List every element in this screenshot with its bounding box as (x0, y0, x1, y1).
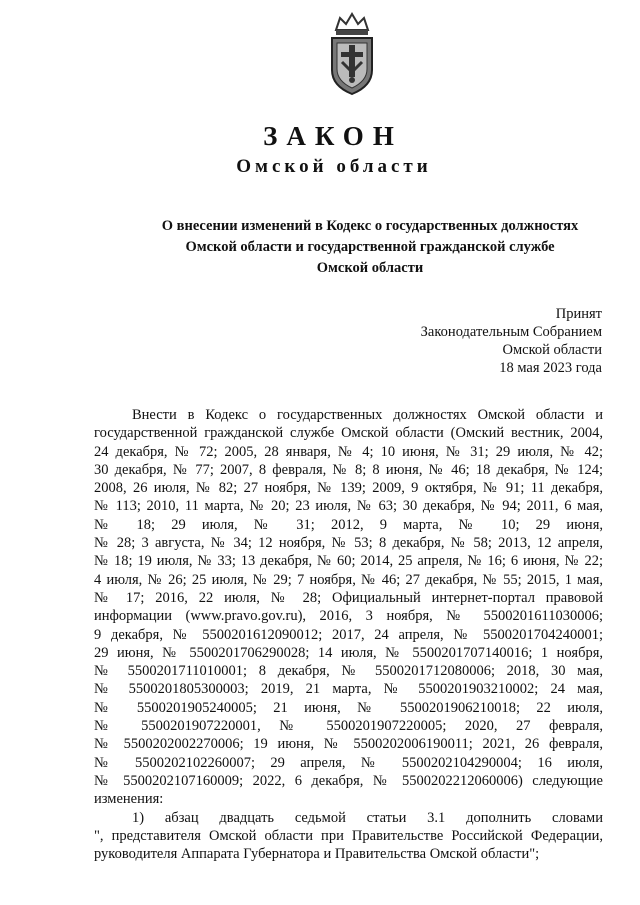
body-line: № 5500201905240005; 21 июня, № 5500201906210018; 22 июля, (94, 699, 603, 716)
subject-line: О внесении изменений в Кодекс о государственных должностях (161, 218, 579, 234)
body-line: 2008, 26 июля, № 82; 27 ноября, № 139; 2009, 9 октября, № 91; 11 декабря, (94, 480, 603, 497)
body-line: государственной гражданской службе Омской области (Омский вестник, 2004, (94, 425, 603, 442)
body-line: № 5500202102260007; 29 апреля, № 5500202104290004; 16 июля, (94, 754, 603, 771)
body-line: Внести в Кодекс о государственных должностях Омской области и (132, 407, 603, 423)
amendment-line: ", представителя Омской области при Правительстве Российской Федерации, (94, 827, 603, 844)
body-line: 24 декабря, № 72; 2005, 28 января, № 4; 10 июня, № 31; 29 июля, № 42; (94, 443, 603, 460)
body-line: № 5500201907220001, № 5500201907220005; 2020, 27 февраля, (94, 718, 603, 735)
adoption-date: 18 мая 2023 года (499, 360, 602, 376)
body-line: № 5500201711010001; 8 декабря, № 5500201712080006; 2018, 30 мая, (94, 663, 603, 680)
amendment-line: руководителя Аппарата Губернатора и Правительства Омской области"; (94, 846, 540, 863)
law-body (94, 406, 603, 863)
body-line: № 28; 3 августа, № 34; 12 ноября, № 53; 8 декабря, № 58; 2013, 12 апреля, (94, 535, 603, 552)
document-region: Омской области (236, 156, 432, 177)
body-line: информации (www.pravo.gov.ru), 2016, 3 ноября, № 5500201611030006; (94, 608, 603, 625)
body-line: 4 июля, № 26; 25 июля, № 29; 7 ноября, № 46; 27 декабря, № 55; 2015, 1 мая, (94, 571, 603, 588)
body-line: № 18; 29 июля, № 31; 2012, 9 марта, № 10; 29 июня, (94, 516, 603, 533)
adoption-block (421, 305, 602, 377)
omsk-coat-of-arms-icon (326, 12, 378, 98)
body-line: № 5500202107160009; 2022, 6 декабря, № 5500202212060006) следующие (94, 772, 603, 789)
adoption-line: Принят (555, 306, 602, 322)
adoption-line: Омской области (502, 342, 602, 358)
document-title: ЗАКОН (263, 121, 403, 151)
law-subject (90, 216, 640, 279)
body-line: № 17; 2016, 22 июля, № 28; Официальный интернет-портал правовой (94, 589, 603, 606)
subject-line: Омской области (316, 260, 424, 276)
body-line: изменения: (94, 791, 164, 808)
body-line: 29 июня, № 5500201706290028; 14 июля, № 5500201707140016; 1 ноября, (94, 644, 603, 661)
body-line: № 5500202002270006; 19 июня, № 5500202006190011; 2021, 26 февраля, (94, 736, 603, 753)
adoption-line: Законодательным Собранием (420, 324, 602, 340)
amendment-line: 1) абзац двадцать седьмой статьи 3.1 дополнить словами (132, 809, 603, 826)
body-line: № 18; 19 июля, № 33; 13 декабря, № 60; 2014, 25 апреля, № 16; 6 июня, № 22; (94, 553, 603, 570)
body-line: 30 декабря, № 77; 2007, 8 февраля, № 8; 8 июня, № 46; 18 декабря, № 124; (94, 461, 603, 478)
body-line: 9 декабря, № 5500201612090012; 2017, 24 апреля, № 5500201704240001; (94, 626, 603, 643)
body-line: № 113; 2010, 11 марта, № 20; 23 июля, № 63; 30 декабря, № 94; 2011, 6 мая, (94, 498, 603, 515)
body-line: № 5500201805300003; 2019, 21 марта, № 5500201903210002; 24 мая, (94, 681, 603, 698)
subject-line: Омской области и государственной гражданской службе (185, 239, 555, 255)
